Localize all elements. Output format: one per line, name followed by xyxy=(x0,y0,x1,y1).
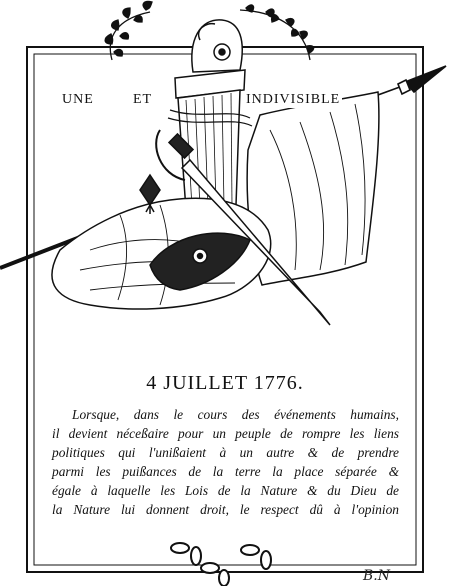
paragraph-line: parmi les puißances de la terre la place séparée & xyxy=(52,464,399,479)
laurel-branch-right-icon xyxy=(240,5,314,60)
paragraph-line: politiques qui l'unißaient à un autre & de prendre xyxy=(52,445,399,460)
paragraph-line: la Nature lui donnent droit, le respect dû à l'opinion xyxy=(52,502,399,517)
motto-banner xyxy=(0,92,450,112)
document-date: 4 JUILLET 1776. xyxy=(146,372,304,394)
motto-right: INDIVISIBLE xyxy=(246,92,341,107)
laurel-branch-left-icon xyxy=(105,1,152,60)
motto-left: UNE xyxy=(62,92,94,107)
paragraph-line: il devient néceßaire pour un peuple de rompre les liens xyxy=(52,426,399,441)
liberty-cap-icon xyxy=(192,20,242,72)
declaration-paragraph xyxy=(52,405,399,519)
paragraph-line: Lorsque, dans le cours des événements humains, xyxy=(72,407,399,422)
paragraph-line: égale à laquelle les Lois de la Nature & du Dieu de xyxy=(52,483,399,498)
motto-middle: ET xyxy=(133,92,153,107)
artist-signature: B.N xyxy=(363,568,390,584)
